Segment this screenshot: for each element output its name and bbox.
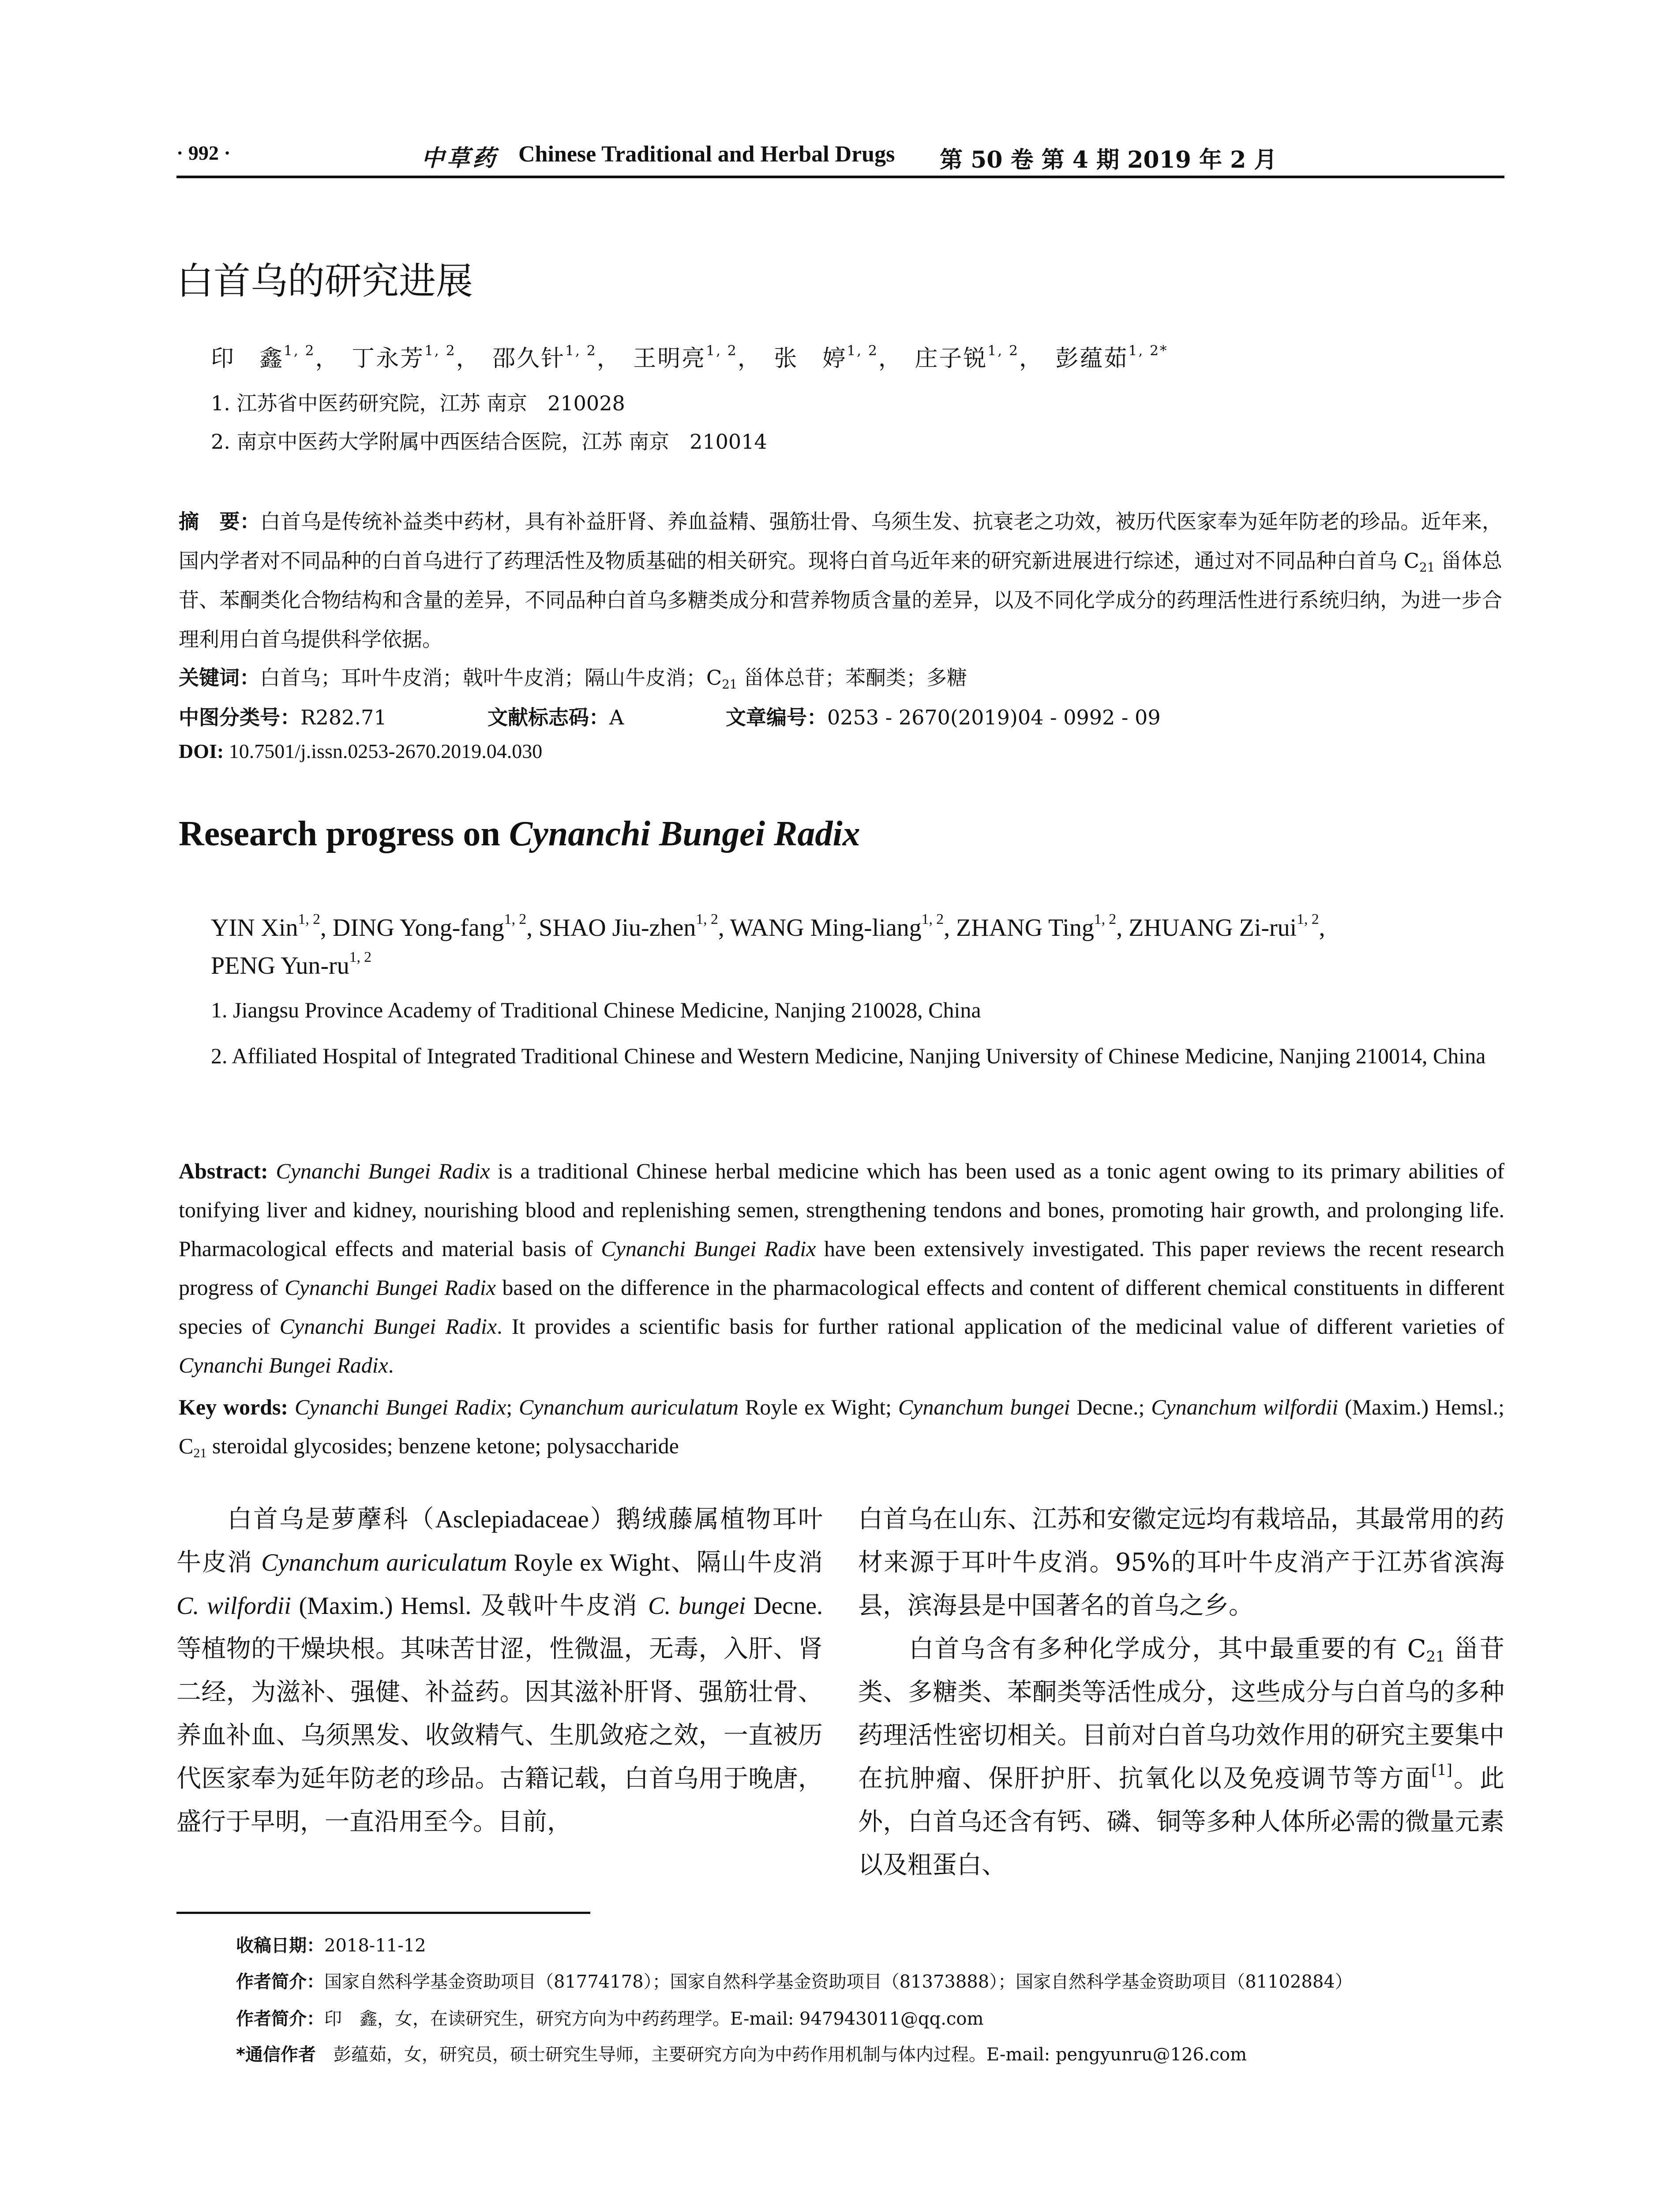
- author-en: ZHUANG Zi-rui$^{1, 2}$,: [1129, 911, 1325, 942]
- article-number: 0253 - 2670(2019)04 - 0992 - 09: [827, 705, 1161, 729]
- affiliation-en: 1. Jiangsu Province Academy of Traditional Chinese Medicine, Nanjing 210028, China: [211, 998, 981, 1022]
- affiliation-en: 2. Affiliated Hospital of Integrated Traditional Chinese and Western Medicine, Nanjing University of Chinese Medicine, Nanjing 210014, China: [211, 1043, 1486, 1068]
- body-column-right: [858, 1498, 1504, 1887]
- author-cn: 丁永芳$^{1, 2}$，: [352, 343, 480, 372]
- running-header: [176, 141, 1504, 176]
- doi-link: 10.7501/j.issn.0253-2670.2019.04.030: [224, 740, 543, 762]
- abstract-cn: 摘 要：白首乌是传统补益类中药材，具有补益肝肾、养血益精、强筋壮骨、乌须生发、抗衰老之功效，被历代医家奉为延年防老的珍品。近年来，国内学者对不同品种的白首乌进行了药理活性及物质基础的相关研究。现将白首乌近年来的研究新进展进行综述，通过对不同品种白首乌 $C_{21}$ 甾体总苷、苯酮类化合物结构和含量的差异，不同品种白首乌多糖类成分和营养物质含量的差异，以及不同化学成分的药理活性进行系统归纳，为进一步合理利用白首乌提供科学依据。: [179, 510, 1503, 651]
- body-column-left: [176, 1498, 823, 1844]
- author-cn: 彭蕴茹$^{1, 2*}$: [1055, 343, 1168, 372]
- keywords-en-label: Key words:: [179, 1395, 289, 1419]
- author-cn: 邵久针$^{1, 2}$，: [492, 343, 621, 372]
- article-title-en: Research progress on Cynanchi Bungei Radix: [179, 814, 860, 853]
- doi: DOI: 10.7501/j.issn.0253-2670.2019.04.030: [179, 740, 543, 762]
- affiliation-cn: 1. 江苏省中医药研究院，江苏 南京 210028: [211, 391, 625, 415]
- journal-brand-logo: 中草药: [421, 145, 499, 172]
- footnote-corresponding-author: *通信作者 彭蕴茹，女，研究员，硕士研究生导师，主要研究方向为中药作用机制与体内过程。E-mail: pengyunru@126.com: [236, 2045, 1247, 2065]
- author-cn: 印 鑫$^{1, 2}$，: [211, 343, 340, 372]
- author-cn: 庄子锐$^{1, 2}$，: [915, 343, 1043, 372]
- page-number: · 992 ·: [176, 142, 231, 164]
- body-paragraph: 白首乌是萝藦科（Asclepiadaceae）鹅绒藤属植物耳叶牛皮消 Cynanchum auriculatum Royle ex Wight、隔山牛皮消 C. wilfordii (Maxim.) Hemsl. 及戟叶牛皮消 C. bungei Decne. 等植物的干燥块根。其味苦甘涩，性微温，无毒，入肝、肾二经，为滋补、强健、补益药。因其滋补肝肾、强筋壮骨、养血补血、乌须黑发、收敛精气、生肌敛疮之效，一直被历代医家奉为延年防老的珍品。古籍记载，白首乌用于晚唐，盛行于早明，一直沿用至今。目前，: [176, 1505, 823, 1836]
- author-en: WANG Ming-liang$^{1, 2}$,: [730, 911, 956, 942]
- keywords-cn: 关键词：白首乌；耳叶牛皮消；戟叶牛皮消；隔山牛皮消；$C_{21}$ 甾体总苷；苯酮类；多糖: [179, 666, 967, 692]
- header-rule: [176, 176, 1504, 178]
- document-code: A: [609, 705, 624, 729]
- journal-issue: 第 50 卷 第 4 期 2019 年 2 月: [940, 146, 1277, 173]
- author-en: DING Yong-fang$^{1, 2}$,: [332, 911, 539, 942]
- body-paragraph: 白首乌含有多种化学成分，其中最重要的有 $C_{21}$ 甾苷类、多糖类、苯酮类等活性成分，这些成分与白首乌的多种药理活性密切相关。目前对白首乌功效作用的研究主要集中在抗肿瘤、保肝护肝、抗氧化以及免疫调节等方面[1]。此外，白首乌还含有钙、磷、铜等多种人体所必需的微量元素以及粗蛋白、: [858, 1635, 1505, 1880]
- author-en: SHAO Jiu-zhen$^{1, 2}$,: [539, 911, 730, 942]
- affiliation-cn: 2. 南京中医药大学附属中西医结合医院，江苏 南京 210014: [211, 430, 767, 454]
- author-en: YIN Xin$^{1, 2}$,: [211, 911, 333, 942]
- author-cn: 王明亮$^{1, 2}$，: [633, 343, 762, 372]
- footnote-author-bio: 作者简介：印 鑫，女，在读研究生，研究方向为中药药理学。E-mail: 947943011@qq.com: [236, 2009, 984, 2029]
- clc-number: R282.71: [300, 705, 387, 729]
- keywords-cn-label: 关键词：: [179, 666, 260, 690]
- keywords-en: Key words: Cynanchi Bungei Radix; Cynanchum auriculatum Royle ex Wight; Cynanchum bungei Decne.; Cynanchum wilfordii (Maxim.) Hemsl.; $C_{21}$ steroidal glycosides; benzene ketone; polysaccharide: [179, 1395, 1504, 1460]
- author-cn: 张 婷$^{1, 2}$，: [774, 343, 903, 372]
- journal-name: Chinese Traditional and Herbal Drugs: [518, 142, 895, 167]
- citation-ref: [1]: [1431, 1761, 1452, 1779]
- authors-cn: [211, 340, 1172, 373]
- author-en: ZHANG Ting$^{1, 2}$,: [956, 911, 1129, 942]
- body-paragraph: 白首乌在山东、江苏和安徽定远均有栽培品，其最常用的药材来源于耳叶牛皮消。95%的耳叶牛皮消产于江苏省滨海县，滨海县是中国著名的首乌之乡。: [858, 1505, 1504, 1620]
- abstract-cn-label: 摘 要：: [179, 510, 260, 533]
- abstract-en: Abstract: Cynanchi Bungei Radix is a traditional Chinese herbal medicine which has been used as a tonic agent owing to its primary abilities of tonifying liver and kidney, nourishing blood and replenishing semen, strengthening tendons and bones, promoting hair growth, and prolonging life. Pharmacological effects and material basis of Cynanchi Bungei Radix have been extensively investigated. This paper reviews the recent research progress of Cynanchi Bungei Radix based on the difference in the pharmacological effects and content of different chemical constituents in different species of Cynanchi Bungei Radix. It provides a scientific basis for further rational application of the medicinal value of different varieties of Cynanchi Bungei Radix.: [179, 1159, 1505, 1377]
- article-title-cn: 白首乌的研究进展: [176, 259, 473, 303]
- footnote-funding: 作者简介：国家自然科学基金资助项目（81774178）；国家自然科学基金资助项目（81373888）；国家自然科学基金资助项目（81102884）: [236, 1972, 1353, 1992]
- classification-line: 中图分类号：R282.71 文献标志码：A 文章编号：0253 - 2670(2019)04 - 0992 - 09: [179, 705, 1161, 729]
- author-en: PENG Yun-ru$^{1, 2}$: [211, 949, 372, 979]
- abstract-en-label: Abstract:: [179, 1159, 268, 1183]
- footnote-received: 收稿日期：2018-11-12: [236, 1936, 426, 1956]
- footnote-rule: [176, 1912, 590, 1914]
- authors-en: [211, 909, 1526, 985]
